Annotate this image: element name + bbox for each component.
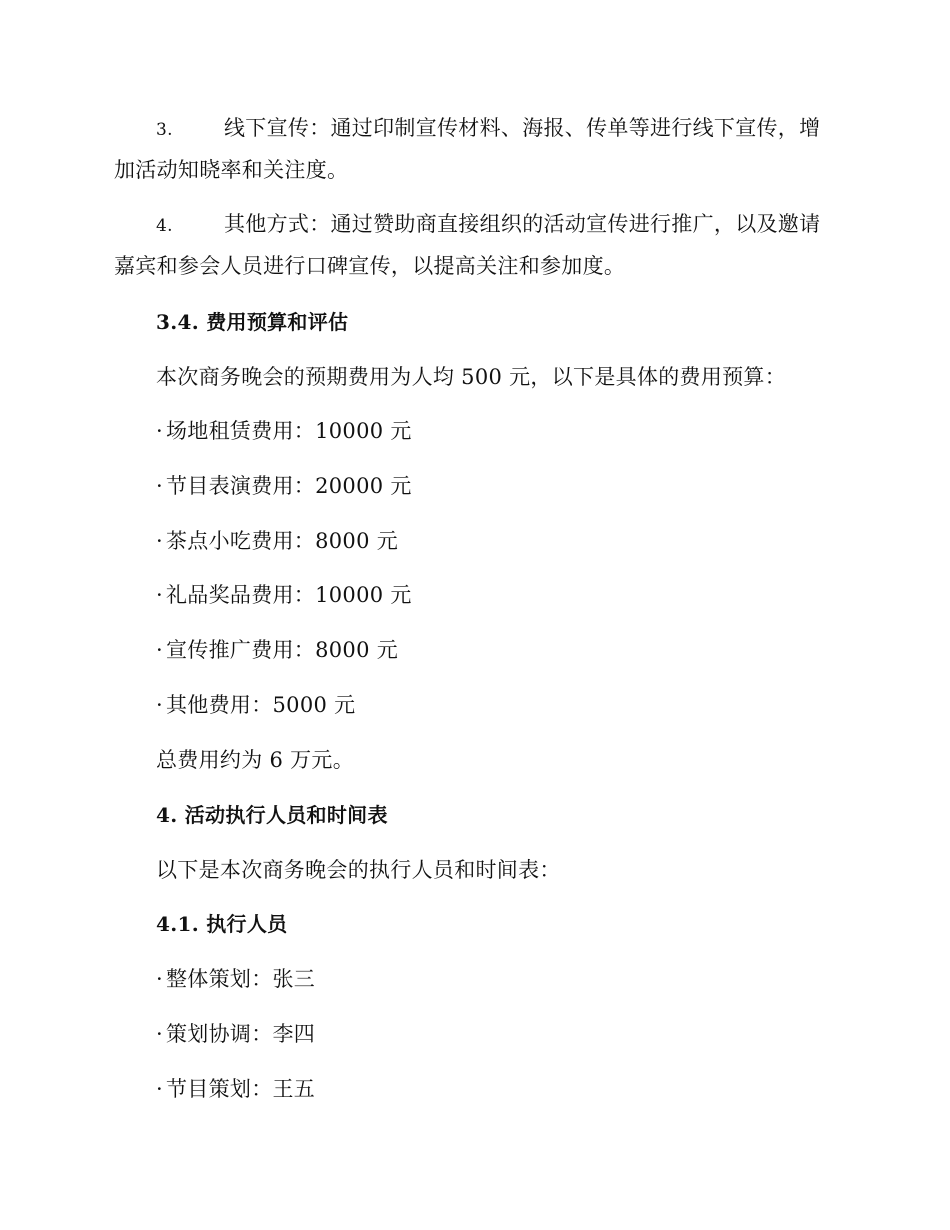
list-item-text: 节目策划：王五	[166, 1077, 316, 1101]
list-item	[156, 690, 355, 720]
budget-intro: 本次商务晚会的预期费用为人均 500 元，以下是具体的费用预算：	[156, 365, 787, 389]
bullet-dot: ·	[156, 1022, 163, 1046]
section-heading-3-4: 3.4. 费用预算和评估	[156, 310, 349, 334]
list-item-text: 线下宣传：通过印制宣传材料、海报、传单等进行线下宣传，增加活动知晓率和关注度。	[114, 116, 821, 182]
bullet-dot: ·	[156, 693, 163, 717]
list-item-text: 礼品奖品费用：10000 元	[166, 583, 412, 607]
bullet-dot: ·	[156, 583, 163, 607]
list-item	[114, 108, 832, 190]
schedule-intro: 以下是本次商务晚会的执行人员和时间表：	[156, 858, 561, 882]
list-item	[156, 416, 412, 446]
bullet-dot: ·	[156, 419, 163, 443]
list-item-text: 整体策划：张三	[166, 967, 316, 991]
list-item	[156, 526, 398, 556]
list-item	[156, 471, 412, 501]
list-item-text: 场地租赁费用：10000 元	[166, 419, 412, 443]
list-item-text: 其他费用：5000 元	[166, 693, 356, 717]
list-item-number: 4.	[156, 216, 173, 236]
list-item-text: 策划协调：李四	[166, 1022, 316, 1046]
list-item-text: 节目表演费用：20000 元	[166, 474, 412, 498]
bullet-dot: ·	[156, 1077, 163, 1101]
list-item-text: 茶点小吃费用：8000 元	[166, 529, 399, 553]
budget-total: 总费用约为 6 万元。	[156, 748, 355, 772]
section-heading-4: 4. 活动执行人员和时间表	[156, 803, 388, 827]
bullet-dot: ·	[156, 474, 163, 498]
list-item-text: 其他方式：通过赞助商直接组织的活动宣传进行推广，以及邀请嘉宾和参会人员进行口碑宣传，以提高关注和参加度。	[114, 212, 821, 278]
list-item	[156, 1074, 315, 1104]
list-item	[156, 635, 398, 665]
list-item-text: 宣传推广费用：8000 元	[166, 638, 399, 662]
list-item	[114, 204, 832, 286]
list-item-number: 3.	[156, 120, 173, 140]
bullet-dot: ·	[156, 638, 163, 662]
section-heading-4-1: 4.1. 执行人员	[156, 912, 288, 936]
list-item	[156, 580, 412, 610]
list-item	[156, 964, 315, 994]
list-item	[156, 1019, 315, 1049]
bullet-dot: ·	[156, 967, 163, 991]
bullet-dot: ·	[156, 529, 163, 553]
